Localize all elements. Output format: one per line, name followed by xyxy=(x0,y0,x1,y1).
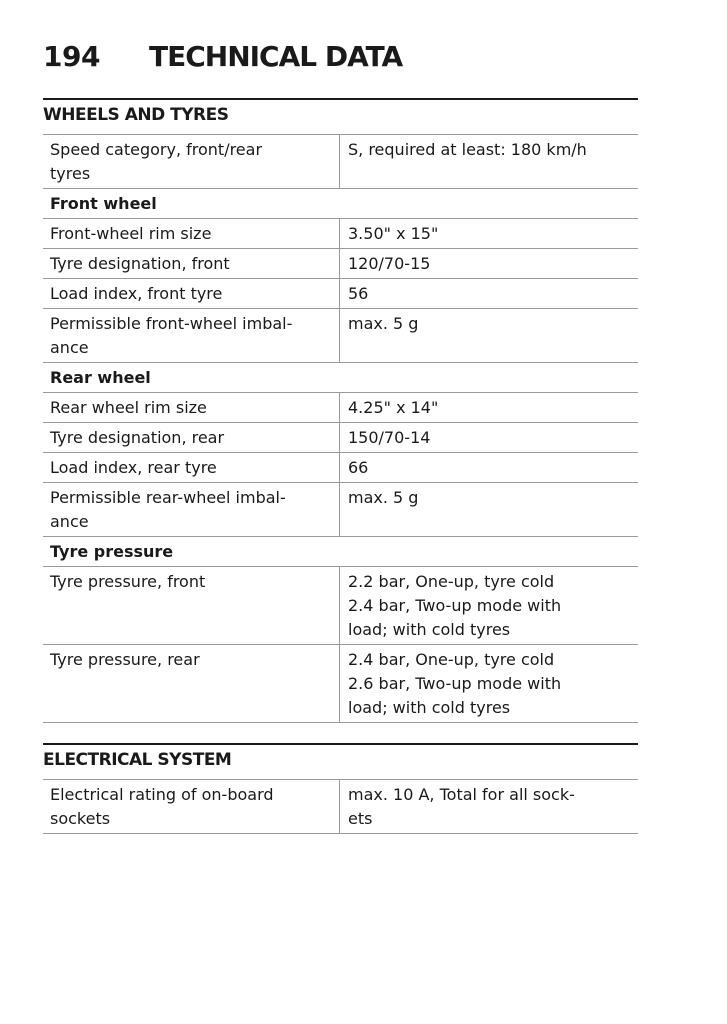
page-number: 194 xyxy=(43,40,100,73)
spec-label: Front-wheel rim size xyxy=(43,219,340,249)
table-row xyxy=(43,309,638,363)
spec-label: Tyre designation, front xyxy=(43,249,340,279)
spec-value: 3.50" x 15" xyxy=(340,219,639,249)
table-row xyxy=(43,780,638,834)
spec-value: 4.25" x 14" xyxy=(340,393,639,423)
table-row xyxy=(43,279,638,309)
section-electrical-system xyxy=(43,743,638,834)
table-row xyxy=(43,567,638,645)
spec-label: Electrical rating of on-board sockets xyxy=(43,780,340,834)
spec-label: Tyre designation, rear xyxy=(43,423,340,453)
spec-value: 66 xyxy=(340,453,639,483)
section-title: WHEELS AND TYRES xyxy=(43,100,638,135)
spec-label: Permissible rear-wheel imbal- ance xyxy=(43,483,340,537)
spec-value: S, required at least: 180 km/h xyxy=(340,135,639,189)
spec-value: max. 5 g xyxy=(340,483,639,537)
spec-label: Tyre pressure, front xyxy=(43,567,340,645)
subheading-row xyxy=(43,537,638,567)
table-row xyxy=(43,453,638,483)
table-row xyxy=(43,135,638,189)
table-row xyxy=(43,423,638,453)
subheading-row xyxy=(43,189,638,219)
subheading-front-wheel: Front wheel xyxy=(43,189,638,219)
spec-label: Tyre pressure, rear xyxy=(43,645,340,723)
subheading-row xyxy=(43,363,638,393)
subheading-tyre-pressure: Tyre pressure xyxy=(43,537,638,567)
spec-value: 120/70-15 xyxy=(340,249,639,279)
spec-label: Speed category, front/rear tyres xyxy=(43,135,340,189)
wheels-tyres-table xyxy=(43,135,638,723)
spec-value: 56 xyxy=(340,279,639,309)
table-row xyxy=(43,249,638,279)
spec-label: Rear wheel rim size xyxy=(43,393,340,423)
section-title: ELECTRICAL SYSTEM xyxy=(43,745,638,780)
spec-label: Load index, rear tyre xyxy=(43,453,340,483)
section-wheels-and-tyres xyxy=(43,98,638,723)
spec-value: 150/70-14 xyxy=(340,423,639,453)
spec-label: Load index, front tyre xyxy=(43,279,340,309)
electrical-table xyxy=(43,780,638,834)
table-row xyxy=(43,219,638,249)
table-row xyxy=(43,483,638,537)
spec-label: Permissible front-wheel imbal- ance xyxy=(43,309,340,363)
page-title: TECHNICAL DATA xyxy=(149,40,403,73)
table-row xyxy=(43,645,638,723)
subheading-rear-wheel: Rear wheel xyxy=(43,363,638,393)
spec-value: 2.2 bar, One-up, tyre cold 2.4 bar, Two-up mode with load; with cold tyres xyxy=(340,567,639,645)
table-row xyxy=(43,393,638,423)
spec-value: max. 10 A, Total for all sock- ets xyxy=(340,780,639,834)
spec-value: 2.4 bar, One-up, tyre cold 2.6 bar, Two-up mode with load; with cold tyres xyxy=(340,645,639,723)
spec-value: max. 5 g xyxy=(340,309,639,363)
